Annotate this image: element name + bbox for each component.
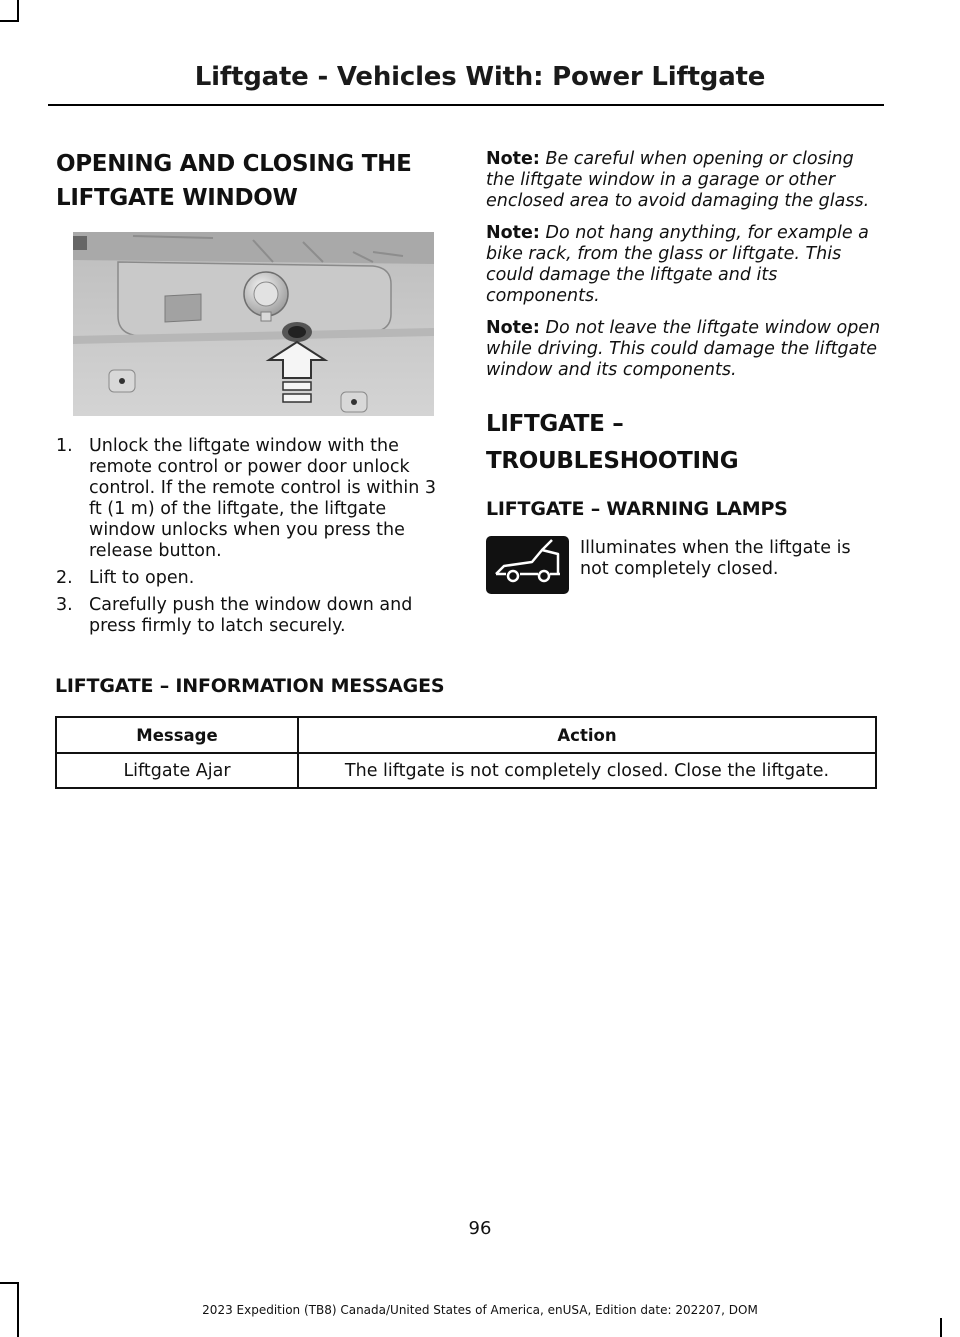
page-number: 96 (468, 1218, 492, 1239)
note-glass: Note: Be careful when opening or closing the liftgate window in a garage or other enclosed area to avoid damaging the glass. (486, 149, 870, 211)
information-messages-heading: LIFTGATE – INFORMATION MESSAGES (55, 675, 445, 697)
note-driving: Note: Do not leave the liftgate window open while driving. This could damage the liftgate window and its components. (486, 318, 881, 380)
liftgate-open-icon (486, 536, 569, 594)
section-title-opening: OPENING AND CLOSING THE LIFTGATE WINDOW (56, 151, 412, 211)
page-footer: 2023 Expedition (TB8) Canada/United States of America, enUSA, Edition date: 202207, DOM (202, 1303, 758, 1317)
crop-mark (17, 0, 19, 22)
step-item: 1. Unlock the liftgate window with the remote control or power door unlock control. If the remote control is within 3 ft (1 m) of the liftgate, the liftgate window unlocks when you press the release button. (56, 436, 437, 561)
header-divider (48, 104, 884, 106)
warning-lamps-heading: LIFTGATE – WARNING LAMPS (486, 498, 788, 520)
step-item: 2. Lift to open. (56, 568, 195, 588)
column-header-action: Action (298, 717, 876, 753)
lamp-description: Illuminates when the liftgate is not completely closed. (580, 538, 851, 579)
liftgate-illustration-svg (73, 232, 434, 416)
instruction-steps (56, 436, 452, 643)
table-header-row (56, 717, 876, 753)
crop-mark (0, 20, 19, 22)
action-cell: The liftgate is not completely closed. Close the liftgate. (298, 753, 876, 788)
messages-table (55, 716, 877, 789)
message-cell: Liftgate Ajar (56, 753, 298, 788)
page-header-title: Liftgate - Vehicles With: Power Liftgate (194, 62, 766, 92)
table-row (56, 753, 876, 788)
liftgate-window-release-illustration (73, 232, 434, 416)
section-title-troubleshooting: LIFTGATE – TROUBLESHOOTING (486, 411, 739, 474)
column-header-message: Message (56, 717, 298, 753)
step-item: 3. Carefully push the window down and press firmly to latch securely. (56, 595, 413, 636)
note-hang: Note: Do not hang anything, for example a bike rack, from the glass or liftgate. This could damage the liftgate and its components. (486, 223, 869, 306)
crop-mark (0, 1282, 19, 1284)
crop-mark (940, 1318, 942, 1337)
